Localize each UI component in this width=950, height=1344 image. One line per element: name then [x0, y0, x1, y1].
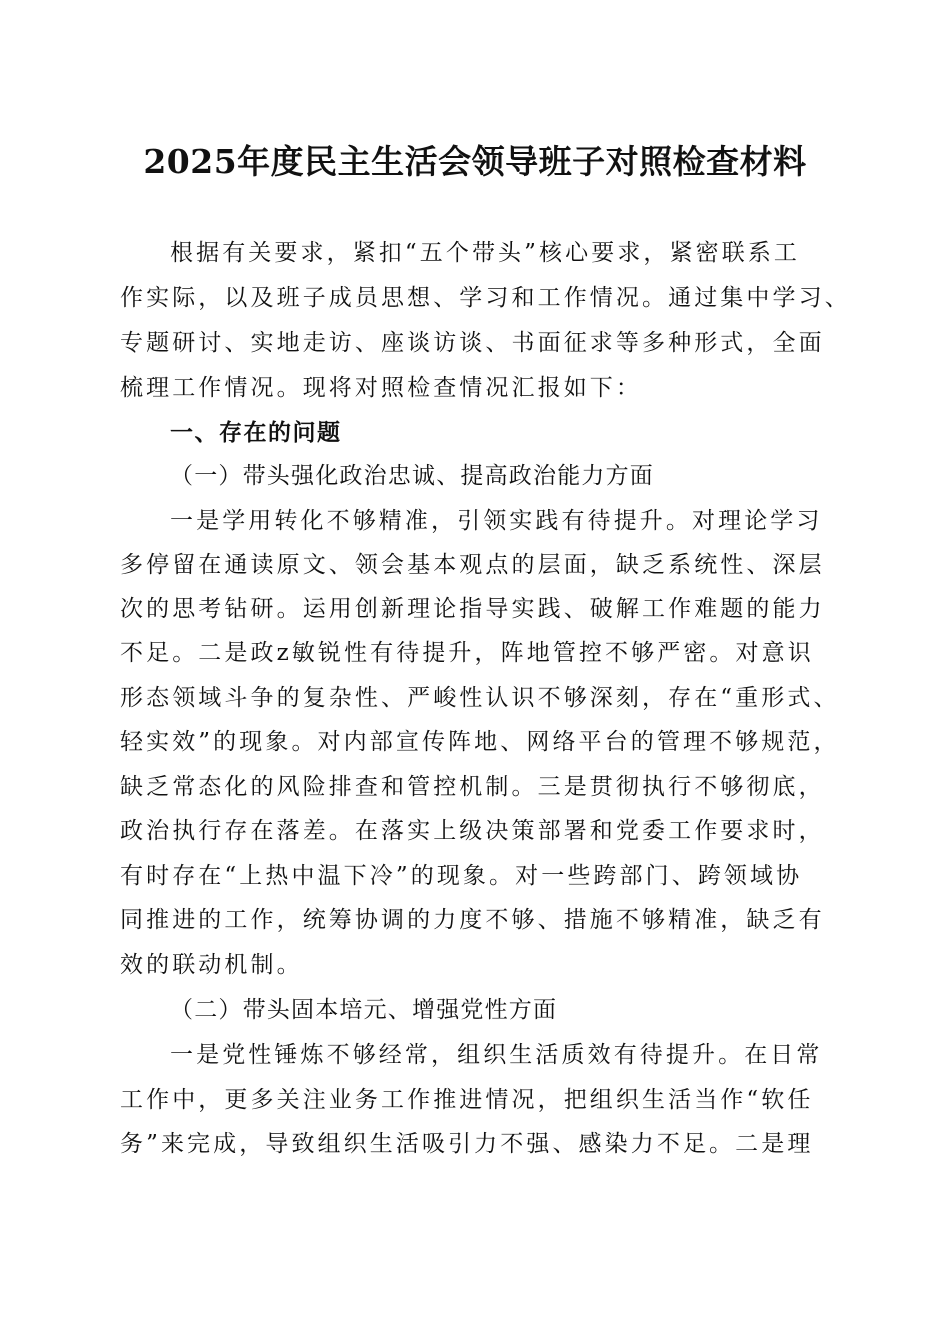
paragraph-line: 效的联动机制。 — [120, 952, 303, 978]
document-title: 2025年度民主生活会领导班子对照检查材料 — [143, 142, 807, 181]
paragraph-line: 务”来完成，导致组织生活吸引力不强、感染力不足。二是理 — [120, 1131, 814, 1157]
paragraph-line: 有时存在“上热中温下冷”的现象。对一些跨部门、跨领域协 — [120, 863, 803, 889]
paragraph-line: 多停留在通读原文、领会基本观点的层面，缺乏系统性、深层 — [120, 552, 825, 578]
section-heading: 一、存在的问题 — [170, 419, 342, 446]
paragraph-line: 工作中，更多关注业务工作推进情况，把组织生活当作“软任 — [120, 1087, 814, 1113]
subsection-heading: （二）带头固本培元、增强党性方面 — [170, 997, 558, 1023]
paragraph-line: 作实际，以及班子成员思想、学习和工作情况。通过集中学习、 — [120, 285, 851, 311]
paragraph-line: 不足。二是政z敏锐性有待提升，阵地管控不够严密。对意识 — [120, 640, 814, 666]
subsection-heading: （一）带头强化政治忠诚、提高政治能力方面 — [170, 463, 654, 489]
paragraph-line: 梳理工作情况。现将对照检查情况汇报如下： — [120, 375, 642, 401]
paragraph-line: 专题研讨、实地走访、座谈访谈、书面征求等多种形式，全面 — [120, 330, 825, 356]
paragraph-line: 次的思考钻研。运用创新理论指导实践、破解工作难题的能力 — [120, 596, 825, 622]
paragraph-line: 轻实效”的现象。对内部宣传阵地、网络平台的管理不够规范， — [120, 729, 840, 755]
paragraph-line: 缺乏常态化的风险排查和管控机制。三是贯彻执行不够彻底， — [120, 774, 825, 800]
paragraph-line: 同推进的工作，统筹协调的力度不够、措施不够精准，缺乏有 — [120, 907, 825, 933]
paragraph-line: 一是党性锤炼不够经常，组织生活质效有待提升。在日常 — [170, 1042, 823, 1068]
paragraph-line: 政治执行存在落差。在落实上级决策部署和党委工作要求时， — [120, 818, 825, 844]
paragraph-line: 形态领域斗争的复杂性、严峻性认识不够深刻，存在“重形式、 — [120, 685, 840, 711]
paragraph-line: 根据有关要求，紧扣“五个带头”核心要求，紧密联系工 — [170, 240, 801, 266]
paragraph-line: 一是学用转化不够精准，引领实践有待提升。对理论学习 — [170, 508, 823, 534]
